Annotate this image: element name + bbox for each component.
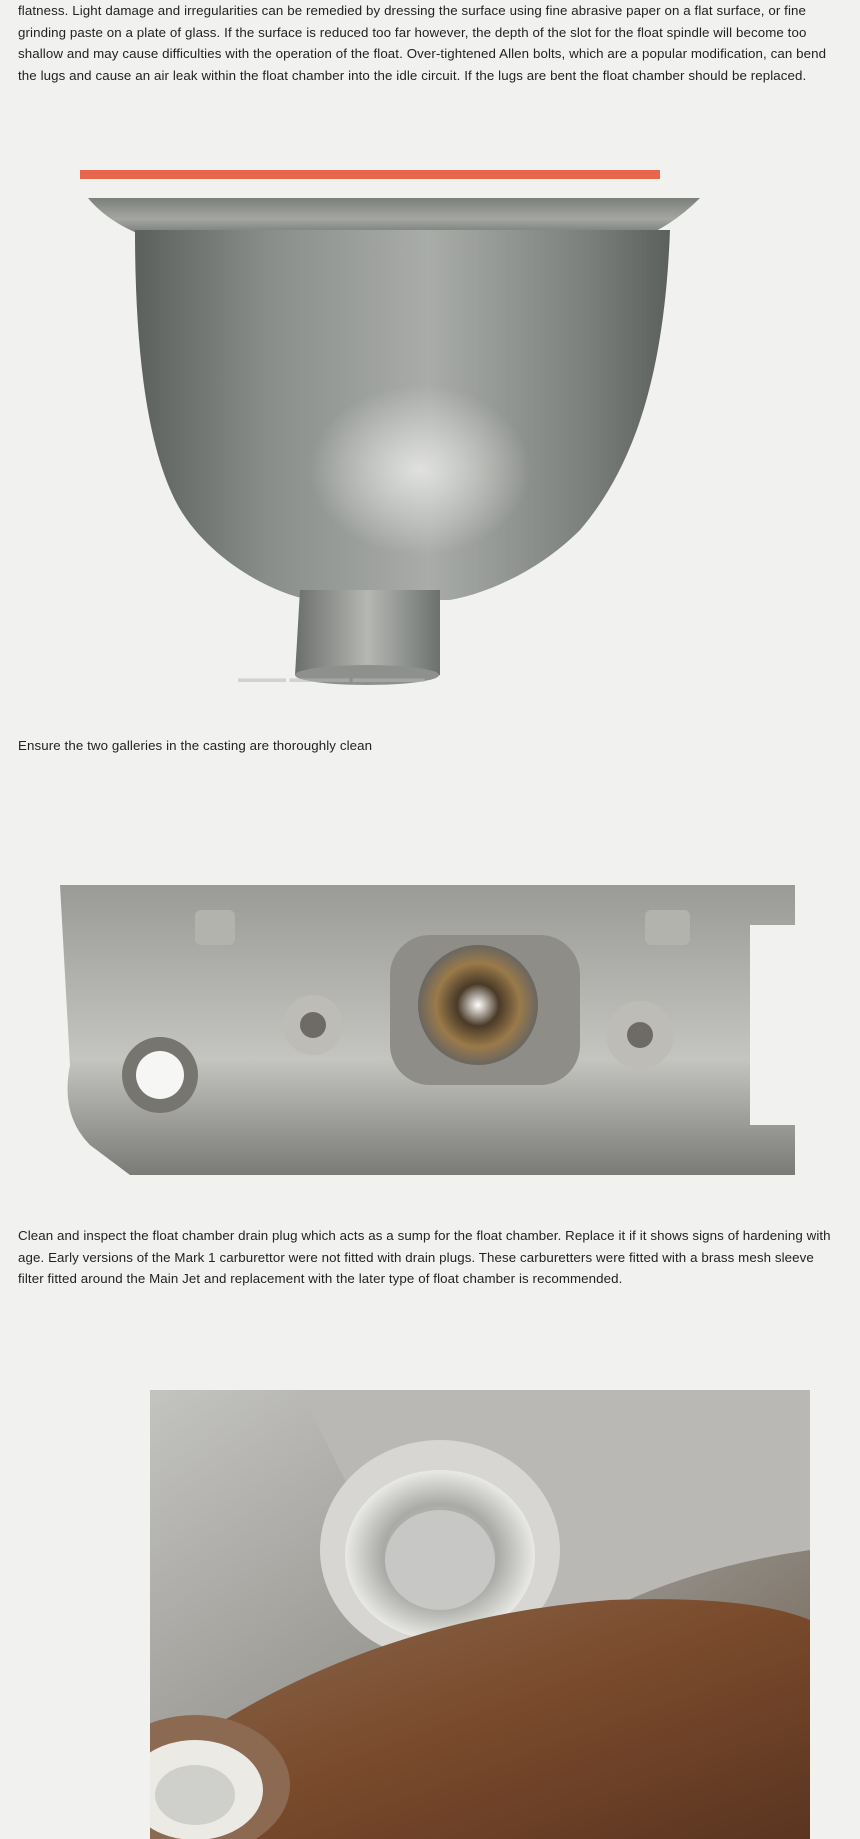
- drain-plug-illustration: [150, 1390, 810, 1839]
- drain-plug-photo: [150, 1390, 810, 1839]
- intro-paragraph: flatness. Light damage and irregularities can be remedied by dressing the surface using fine abrasive paper on a flat surface, or fine grinding paste on a plate of glass. If the surface is reduced too far however, the depth of the slot for the float spindle will become too shallow and may cause difficulties with the operation of the float. Over-tightened Allen bolts, which are a popular modification, can bend the lugs and cause an air leak within the float chamber into the idle circuit. If the lugs are bent the float chamber should be replaced.: [18, 3, 827, 83]
- casting-galleries-illustration: [60, 885, 795, 1195]
- casting-galleries-photo: [60, 885, 795, 1195]
- flatness-reference-line: [80, 170, 660, 179]
- drain-plug-paragraph: Clean and inspect the float chamber drain plug which acts as a sump for the float chamber. Replace it if it shows signs of hardening with age. Early versions of the Mark 1 carburettor were not fitted with drain plugs. These carburetters were fitted with a brass mesh sleeve filter fitted around the Main Jet and replacement with the later type of float chamber is recommended.: [18, 1228, 831, 1286]
- galleries-caption: Ensure the two galleries in the casting are thoroughly clean: [18, 738, 373, 753]
- float-chamber-bowl-illustration: [80, 170, 770, 700]
- float-chamber-bowl-photo: [80, 170, 770, 700]
- show-through-text: ▬▬▬▬ ▬▬▬▬▬ ▬▬▬▬▬▬: [238, 671, 425, 685]
